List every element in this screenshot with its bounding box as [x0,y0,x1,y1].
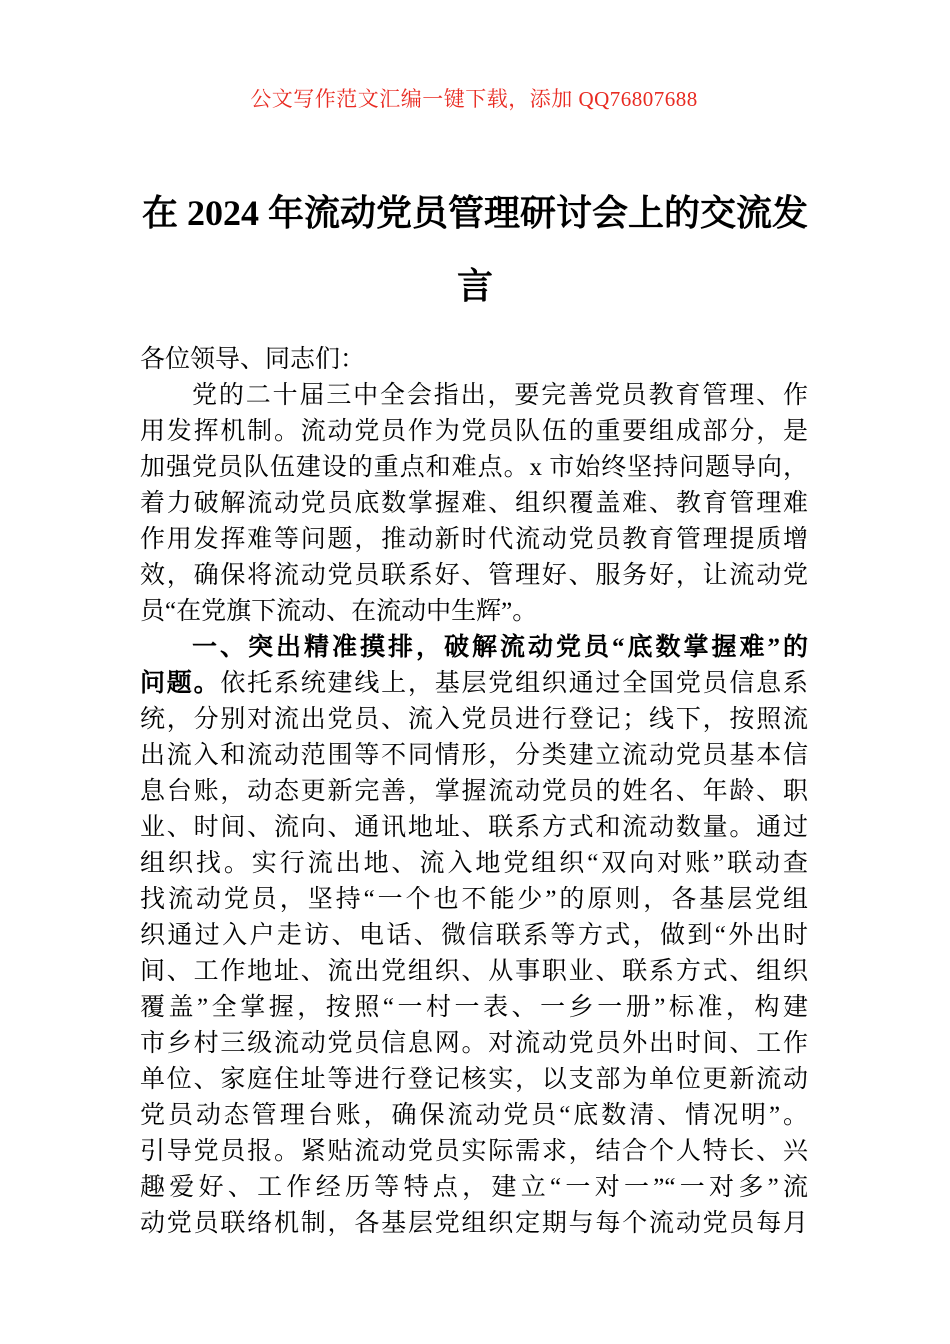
text-line: 党员动态管理台账，确保流动党员“底数清、情况明”。 [140,1102,808,1129]
bold-text: 一、突出精准摸排，破解流动党员“底数掌握难”的 [192,634,808,661]
text-line: 着力破解流动党员底数掌握难、组织覆盖难、教育管理难 [140,490,808,517]
text-line: 问题。依托系统建线上，基层党组织通过全国党员信息系 [140,670,808,697]
text-line: 统，分别对流出党员、流入党员进行登记；线下，按照流 [140,706,808,733]
text-line: 用发挥机制。流动党员作为党员队伍的重要组成部分，是 [140,418,808,445]
text-line: 趣爱好、工作经历等特点，建立“一对一”“一对多”流 [140,1174,808,1201]
text-line: 息台账，动态更新完善，掌握流动党员的姓名、年龄、职 [140,778,808,805]
text-line [140,630,808,666]
page-title-line: 言 [456,266,493,306]
text-line: 效，确保将流动党员联系好、管理好、服务好，让流动党 [140,562,808,589]
text-line: 引导党员报。紧贴流动党员实际需求，结合个人特长、兴 [140,1138,808,1165]
text-line: 党的二十届三中全会指出，要完善党员教育管理、作 [192,382,808,409]
text-line: 组织找。实行流出地、流入地党组织“双向对账”联动查 [140,850,808,877]
text-line: 动党员联络机制，各基层党组织定期与每个流动党员每月 [140,1210,808,1237]
page-title [95,177,855,323]
greeting-paragraph [140,342,808,378]
text-line: 织通过入户走访、电话、微信联系等方式，做到“外出时 [140,922,808,949]
text-line: 出流入和流动范围等不同情形，分类建立流动党员基本信 [140,742,808,769]
greeting-line: 各位领导、同志们： [140,346,366,373]
text-line: 单位、家庭住址等进行登记核实，以支部为单位更新流动 [140,1066,808,1093]
text-line: 加强党员队伍建设的重点和难点。x 市始终坚持问题导向， [140,454,808,481]
page-title-line: 在 2024 年流动党员管理研讨会上的交流发 [141,193,808,233]
section-one-paragraph [140,630,808,1242]
text-line: 市乡村三级流动党员信息网。对流动党员外出时间、工作 [140,1030,808,1057]
text-line: 找流动党员，坚持“一个也不能少”的原则，各基层党组 [140,886,808,913]
text-line: 作用发挥难等问题，推动新时代流动党员教育管理提质增 [140,526,808,553]
text-line: 间、工作地址、流出党组织、从事职业、联系方式、组织 [140,958,808,985]
text-line: 覆盖”全掌握，按照“一村一表、一乡一册”标准，构建 [140,994,808,1021]
bold-text: 问题。 [140,670,221,697]
header-notice: 公文写作范文汇编一键下载，添加 QQ76807688 [250,87,698,111]
text-line: 员“在党旗下流动、在流动中生辉”。 [140,598,538,625]
text-line: 业、时间、流向、通讯地址、联系方式和流动数量。通过 [140,814,808,841]
intro-paragraph [140,378,808,630]
document-body [140,342,808,1242]
